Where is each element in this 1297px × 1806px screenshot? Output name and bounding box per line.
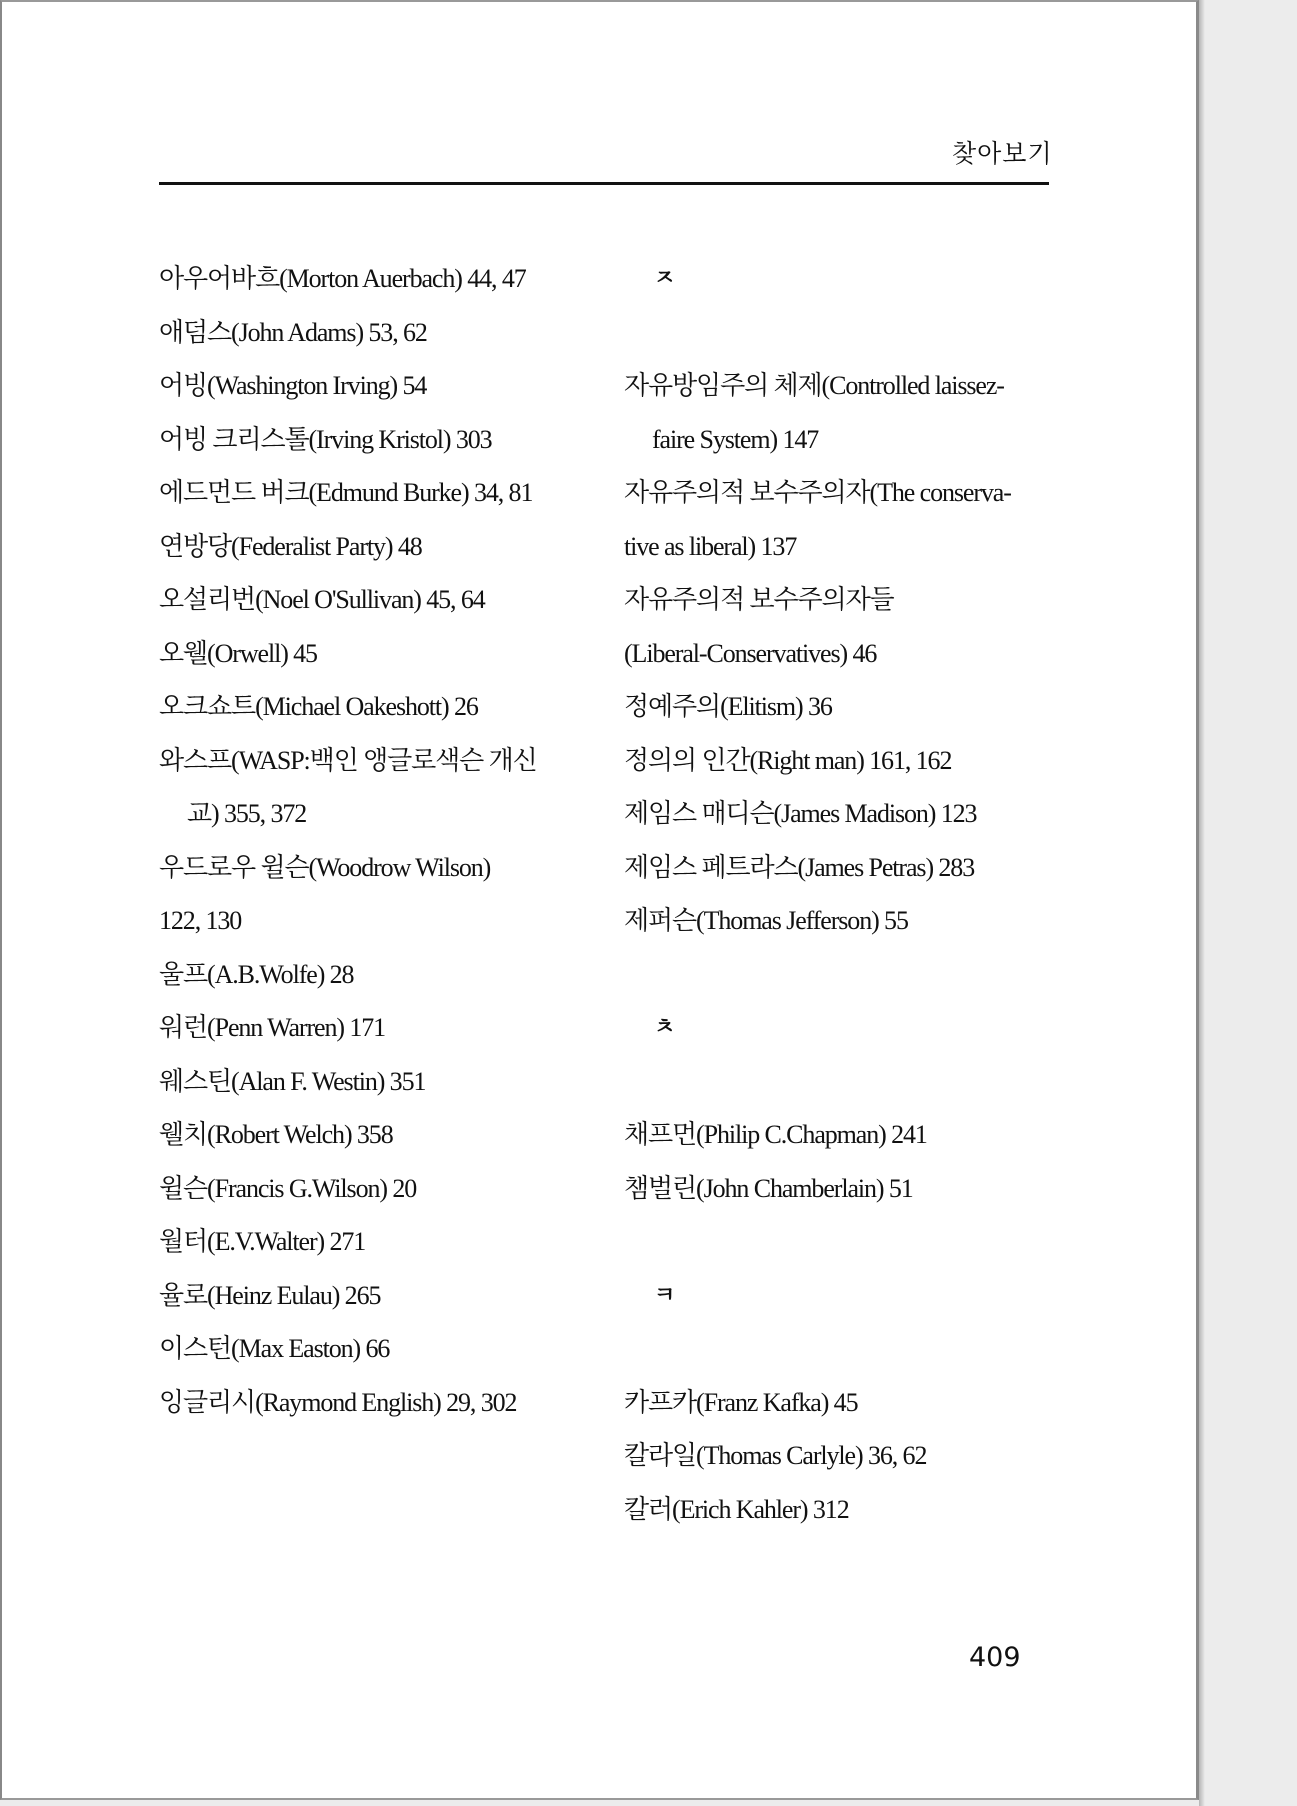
index-entry: 챔벌린(John Chamberlain) 51	[624, 1173, 913, 1203]
blank-line	[624, 948, 1054, 1002]
index-entry: 워런(Penn Warren) 171	[159, 1013, 386, 1042]
header-rule	[159, 182, 1049, 185]
index-entry-continuation: 교) 355, 372	[187, 799, 307, 828]
page-number: 409	[969, 1642, 1021, 1673]
index-section-letter: ㅋ	[654, 1282, 676, 1308]
index-entry: 윌슨(Francis G.Wilson) 20	[159, 1173, 417, 1203]
index-entry: 자유주의적 보수주의자(The conserva-	[624, 478, 1011, 507]
index-entry: 오크쇼트(Michael Oakeshott) 26	[159, 692, 478, 721]
blank-line	[624, 1322, 1054, 1376]
index-entry: (Liberal-Conservatives) 46	[624, 638, 877, 668]
index-entry: 오웰(Orwell) 45	[159, 638, 317, 668]
index-entry: 122, 130	[159, 906, 242, 935]
index-column-right	[624, 252, 1054, 1536]
index-entry: 이스턴(Max Easton) 66	[159, 1334, 390, 1363]
index-entry: 정예주의(Elitism) 36	[624, 692, 832, 721]
index-entry: 잉글리시(Raymond English) 29, 302	[159, 1387, 517, 1417]
index-entry: 제퍼슨(Thomas Jefferson) 55	[624, 906, 908, 935]
index-entry: 칼라일(Thomas Carlyle) 36, 62	[624, 1441, 927, 1470]
index-entry: 에드먼드 버크(Edmund Burke) 34, 81	[159, 478, 533, 507]
blank-line	[624, 1055, 1054, 1109]
index-entry: 율로(Heinz Eulau) 265	[159, 1280, 381, 1310]
index-entry: 웨스틴(Alan F. Westin) 351	[159, 1066, 426, 1096]
index-entry: 아우어바흐(Morton Auerbach) 44, 47	[159, 264, 526, 293]
index-entry: 채프먼(Philip C.Chapman) 241	[624, 1120, 927, 1149]
index-section-letter: ㅈ	[654, 266, 676, 291]
index-entry: 어빙(Washington Irving) 54	[159, 371, 427, 400]
index-entry: 웰치(Robert Welch) 358	[159, 1120, 393, 1149]
index-entry: 제임스 페트라스(James Petras) 283	[624, 852, 975, 882]
running-head: 찾아보기	[952, 139, 1053, 168]
index-entry: 제임스 매디슨(James Madison) 123	[624, 799, 977, 828]
index-entry-continuation: faire System) 147	[652, 424, 819, 454]
index-entry: tive as liberal) 137	[624, 531, 797, 561]
index-entry: 어빙 크리스톨(Irving Kristol) 303	[159, 424, 492, 454]
index-entry: 카프카(Franz Kafka) 45	[624, 1387, 858, 1417]
index-entry: 애덤스(John Adams) 53, 62	[159, 317, 427, 347]
index-entry: 월터(E.V.Walter) 271	[159, 1227, 366, 1256]
index-entry: 연방당(Federalist Party) 48	[159, 531, 422, 561]
index-section-letter: ㅊ	[654, 1015, 676, 1040]
index-entry: 칼러(Erich Kahler) 312	[624, 1494, 849, 1524]
index-entry: 울프(A.B.Wolfe) 28	[159, 959, 354, 989]
blank-line	[624, 306, 1054, 360]
index-entry: 자유주의적 보수주의자들	[624, 585, 894, 614]
blank-line	[624, 1215, 1054, 1269]
index-entry: 우드로우 윌슨(Woodrow Wilson)	[159, 852, 491, 882]
index-entry: 오설리번(Noel O'Sullivan) 45, 64	[159, 585, 485, 614]
index-entry: 자유방임주의 체제(Controlled laissez-	[624, 371, 1004, 400]
page-edge-shadow	[1199, 0, 1205, 1806]
index-column-left	[159, 252, 599, 1429]
index-entry: 와스프(WASP:백인 앵글로색슨 개신	[159, 745, 537, 775]
index-entry: 정의의 인간(Right man) 161, 162	[624, 745, 952, 775]
